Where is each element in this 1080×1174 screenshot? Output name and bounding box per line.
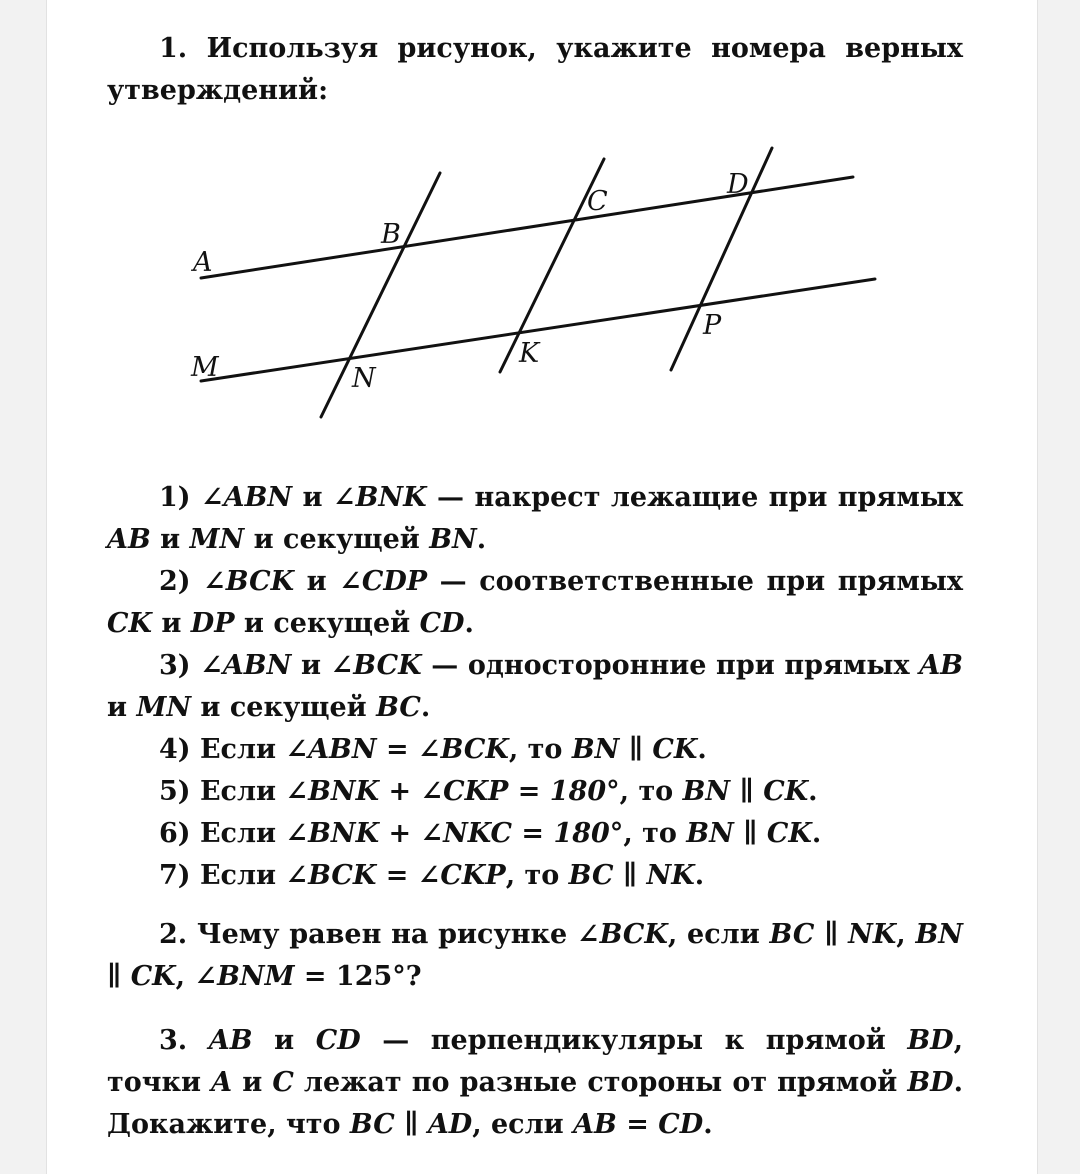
statement-3: 3) ∠ABN и ∠BCK — односторонние при прямых AB и MN и секущей BC. [107,650,963,723]
label-a: A [193,247,213,278]
label-b: B [381,219,401,250]
question-2: 2. Чему равен на рисунке ∠BCK, если BC ∥ NK, BN ∥ CK, ∠BNM = 125°? [107,919,963,992]
line-dp [671,148,772,370]
question-number: 1. [159,33,188,64]
line-ad [201,177,853,278]
statement-5: 5) Если ∠BNK + ∠CKP = 180°, то BN ∥ CK. [159,776,818,807]
label-k: K [519,338,540,369]
statement-7: 7) Если ∠BCK = ∠CKP, то BC ∥ NK. [159,860,705,891]
document-page [46,0,1038,1174]
label-m: M [191,352,219,383]
question-3: 3. AB и CD — перпендикуляры к прямой BD, точки A и C лежат по разные стороны от прямой BD. Докажите, что BC ∥ AD, если AB = CD. [107,1025,963,1140]
question-text: Используя рисунок, укажите номера верных утверждений: [107,33,964,106]
label-n: N [352,363,376,394]
label-d: D [727,169,749,200]
label-c: C [587,186,608,217]
label-p: P [703,310,722,341]
statement-6: 6) Если ∠BNK + ∠NKC = 180°, то BN ∥ CK. [159,818,822,849]
statement-list [107,477,963,897]
line-bn [321,173,440,417]
statement-1: 1) ∠ABN и ∠BNK — накрест лежащие при прямых AB и MN и секущей BN. [107,482,963,555]
statement-2: 2) ∠BCK и ∠CDP — соответственные при прямых CK и DP и секущей CD. [107,566,963,639]
statement-4: 4) Если ∠ABN = ∠BCK, то BN ∥ CK. [159,734,707,765]
